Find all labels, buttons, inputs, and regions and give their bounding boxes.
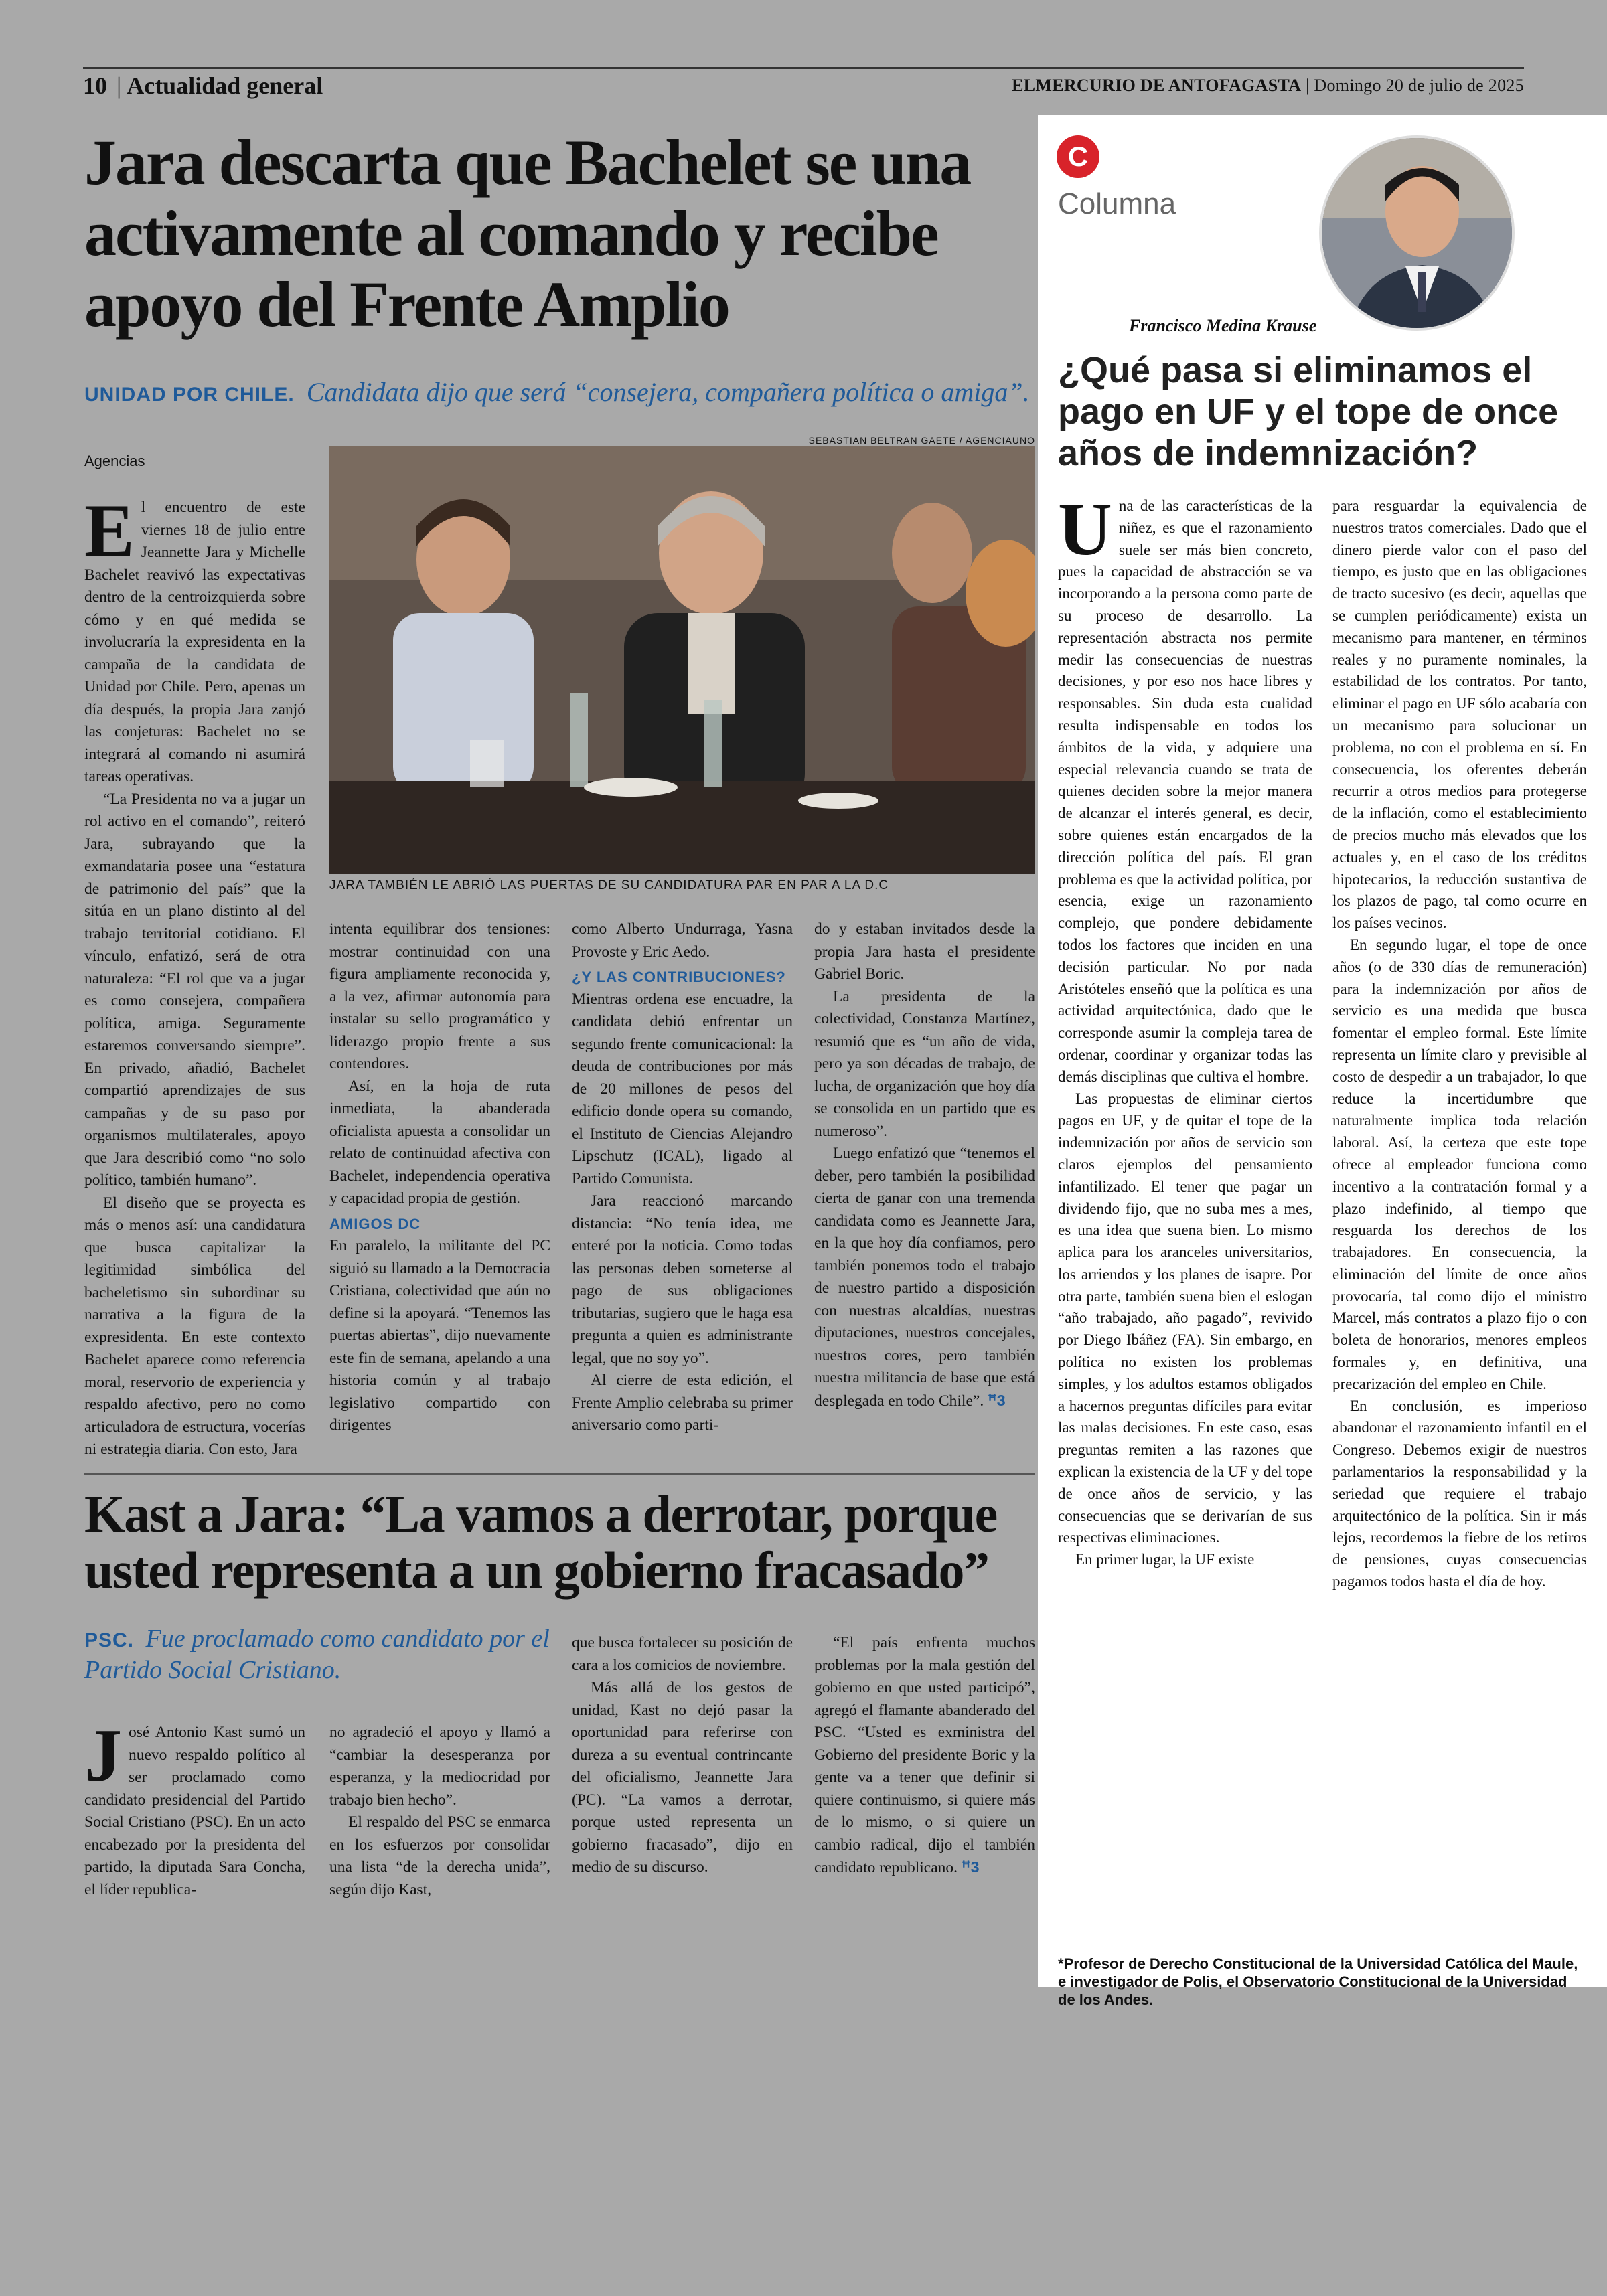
- paragraph: El diseño que se proyecta es más o menos así: una candidatura que busca capitalizar la legitimidad simbólica del bacheletismo sin subordinar su narrativa a la figura de la expresidenta. En este contexto Bachelet aparece como referencia moral, reservorio de experiencia y respaldo afectivo, pero no como articuladora de estructura, vocerías ni estrategia diaria. Con esto, Jara: [84, 1194, 305, 1458]
- photo-illustration: [329, 446, 1035, 874]
- paragraph: para resguardar la equivalencia de nuestros tratos comerciales. Dado que el dinero pierde valor con el paso del tiempo, es justo que en las obligaciones de tracto sucesivo (es decir, aquellas que se cumplen periódicamente) exista un mecanismo para mantener, en términos reales y no puramente nominales, la estabilidad de los contratos. Por tanto, eliminar el pago en UF sólo acabaría con un mecanismo para solucionar un problema, no con el problema en sí. En consecuencia, los oferentes deberán recurrir a otros medios para protegerse de la inflación, como el establecimiento de precios mucho más elevados que los actuales y, en el caso de los créditos hipotecarios, la reducción sustantiva de los plazos de pago, tal como ocurre en los países vecinos.: [1332, 497, 1587, 932]
- paragraph: Una de las características de la niñez, es que el razonamiento suele ser más bien concreto, pues la capacidad de abstracción se va incorporando a la persona como parte de su proceso de desarrollo. La representación abstracta nos permite medir las consecuencias de nuestras decisiones, y por eso nos hace libres y responsables. Sin duda esta cualidad resulta indispensable en todos los ámbitos de la vida, y adquiere una especial relevancia cuando se trata de quienes deciden sobre la mejor manera de alcanzar el interés general, es decir, sobre quienes están encargados de la dirección política del país. El gran problema es que la actividad política, por esencia, exige un razonamiento complejo, que pondere debidamente todos los factores que inciden en una decisión particular. No por nada Aristóteles enseñó que la política es una actividad arquitectónica, dado que le corresponde asumir la compleja tarea de ordenar, coordinar y organizar todas las demás disciplinas que cultiva el hombre.: [1058, 488, 1313, 1085]
- kicker-text: Candidata dijo que será “consejera, compañera política o amiga”.: [306, 377, 1030, 407]
- article-kicker: [84, 376, 1049, 408]
- article-column-2: [329, 1722, 550, 1901]
- paragraph: El encuentro de este viernes 18 de julio entre Jeannette Jara y Michelle Bachelet reavivó las expectativas dentro de la centroizquierda sobre cómo y en qué medida se involucraría la expresidenta en la campaña de la candidata de Unidad por Chile. Pero, apenas un día después, la propia Jara zanjó las conjeturas: Bachelet no se integrará al comando ni asumirá tareas operativas.: [84, 489, 305, 785]
- column-text-2: [1332, 495, 1587, 1593]
- paragraph: “El país enfrenta muchos problemas por la mala gestión del gobierno en que usted participó”, agregó el flamante abanderado del PSC. “Usted es exministra del Gobierno del presidente Boric y la gente va a tener que definir si quiere continuismo, si quiere más de lo mismo, o si quiere un cambio radical, dijo el también candidato republicano. ꟸ3: [814, 1634, 1035, 1876]
- newspaper-date: ELMERCURIO DE ANTOFAGASTA | Domingo 20 de julio de 2025: [1012, 76, 1524, 95]
- paragraph: José Antonio Kast sumó un nuevo respaldo político al ser proclamado como candidato presidencial del Partido Social Cristiano (PSC). En un acto encabezado por la presidenta del partido, la diputada Sara Concha, el líder republica-: [84, 1714, 305, 1898]
- column-text-1: [1058, 488, 1313, 1571]
- opinion-column: [1038, 115, 1607, 2008]
- end-mark: ꟸ3: [988, 1391, 1006, 1409]
- page-header: [83, 67, 1524, 99]
- drop-cap: E: [84, 489, 135, 572]
- paragraph: Así, en la hoja de ruta inmediata, la abanderada oficialista apuesta a consolidar un relato de continuidad afectiva con Bachelet, independencia operativa y capacidad propia de gestión.: [329, 1077, 550, 1207]
- byline: Agencias: [84, 453, 145, 469]
- column-badge: C: [1057, 135, 1099, 178]
- paragraph: Al cierre de esta edición, el Frente Amplio celebraba su primer aniversario como parti-: [572, 1372, 793, 1434]
- drop-cap: J: [84, 1714, 122, 1797]
- paragraph: no agradeció el apoyo y llamó a “cambiar la desesperanza por esperanza, y la mediocridad por trabajo bien hecho”.: [329, 1724, 550, 1809]
- article-column-4: [814, 1632, 1035, 1880]
- author-footnote: *Profesor de Derecho Constitucional de la Universidad Católica del Maule, e investigador de Polis, el Observatorio Constitucional de la Universidad de los Andes.: [1058, 1955, 1578, 2008]
- article-column-1: [84, 489, 305, 1461]
- article-headline: Kast a Jara: “La vamos a derrotar, porque usted representa a un gobierno fracasado”: [84, 1485, 997, 1599]
- kicker-tag: PSC.: [84, 1629, 135, 1651]
- subheading: AMIGOS DC: [329, 1215, 421, 1232]
- portrait-illustration: [1322, 138, 1515, 331]
- drop-cap: U: [1058, 488, 1112, 571]
- paragraph: “La Presidenta no va a jugar un rol activo en el comando”, reiteró Jara, subrayando que la exmandataria posee una “estatura de patrimonio del país” que la sitúa en un plano distinto al del trabajo territorial cotidiano. El vínculo, enfatizó, será de otra naturaleza: “El rol que va a jugar es como consejera, compañera política, amiga. Seguramente estaremos conversando siempre”. En privado, añadió, Bachelet compartió aprendizajes de sus campañas y de su paso por organismos multilaterales, apoyo que Jara describió como “no solo político, también humano”.: [84, 790, 305, 1189]
- article-kicker: [84, 1624, 553, 1685]
- subheading: ¿Y LAS CONTRIBUCIONES?: [572, 969, 786, 985]
- issue-date: Domingo 20 de julio de 2025: [1314, 76, 1524, 95]
- paragraph: intenta equilibrar dos tensiones: mostrar continuidad con una figura ampliamente reconocida y, a la vez, afirmar autonomía para instalar su sello programático y liderazgo propio frente a sus contendores.: [329, 920, 550, 1072]
- article-column-3: [572, 1632, 793, 1879]
- photo-credit: SEBASTIAN BELTRAN GAETE / AGENCIAUNO: [808, 435, 1035, 446]
- article-column-3: [572, 918, 793, 1437]
- article-column-2: [329, 918, 550, 1437]
- paragraph: Mientras ordena ese encuadre, la candidata debió enfrentar un segundo frente comunicacional: la deuda de contribuciones por más de 20 millones de pesos del edificio donde opera su comando, el Instituto de Ciencias Alejandro Lipschutz (ICAL), ligado al Partido Comunista.: [572, 990, 793, 1187]
- column-title: ¿Qué pasa si eliminamos el pago en UF y el tope de once años de indemnización?: [1058, 350, 1559, 473]
- article-headline: Jara descarta que Bachelet se una activamente al comando y recibe apoyo del Frente Amplio: [84, 127, 971, 340]
- kicker-tag: UNIDAD POR CHILE.: [84, 384, 295, 406]
- column-label: Columna: [1058, 187, 1176, 220]
- section-label: 10 | Actualidad general: [83, 72, 323, 99]
- paragraph: El respaldo del PSC se enmarca en los esfuerzos por consolidar una lista “de la derecha unida”, según dijo Kast,: [329, 1813, 550, 1898]
- end-mark: ꟸ3: [961, 1858, 980, 1876]
- photo-caption: JARA TAMBIÉN LE ABRIÓ LAS PUERTAS DE SU CANDIDATURA PAR EN PAR A LA D.C: [329, 878, 889, 892]
- paragraph: Más allá de los gestos de unidad, Kast no dejó pasar la oportunidad para referirse con dureza a su eventual contrincante del oficialismo, Jeannette Jara (PC). “La vamos a derrotar, porque usted representa un gobierno fracasado”, dijo en medio de su discurso.: [572, 1679, 793, 1876]
- author-portrait: [1319, 135, 1515, 331]
- article-column-1: [84, 1714, 305, 1901]
- paragraph: Jara reaccionó marcando distancia: “No tenía idea, me enteré por la noticia. Como todas las personas deben someterse al pago de sus obligaciones tributarias, sugiero que le haga esa pregunta a quien es administrante legal, que no soy yo”.: [572, 1192, 793, 1367]
- paragraph: En conclusión, es imperioso abandonar el razonamiento infantil en el Congreso. Debemos exigir de nuestros parlamentarios la responsabilidad y la seriedad que requiere el trabajo arquitectónico de la política. Sin ir más lejos, recordemos la fiebre de los retiros de pensiones, cuyas consecuencias pagamos todos hasta el día de hoy.: [1332, 1397, 1587, 1590]
- paragraph: En paralelo, la militante del PC siguió su llamado a la Democracia Cristiana, colectividad que aún no define si la apoyará. “Tenemos las puertas abiertas”, dijo nuevamente este fin de semana, apelando a una historia común y al trabajo legislativo compartido con dirigentes: [329, 1237, 550, 1434]
- article-divider: [84, 1473, 1035, 1475]
- paragraph: En segundo lugar, el tope de once años (o de 330 días de remuneración) para la indemnización por años de servicio es una medida que busca fomentar el empleo formal. Este límite representa un límite claro y previsible al costo de despedir a un trabajador, lo que reduce la incertidumbre que naturalmente implica toda relación laboral. Así, la certeza que este tope ofrece al empleador funciona como incentivo a la contratación formal y a plazo indefinido, al tiempo que resguarda los derechos de los trabajadores. En consecuencia, la eliminación del límite de once años provocaría, tal como dijo el ministro Marcel, más contratos a plazo fijo o con boleta de honorarios, menores empleos formales y, en definitiva, una precarización del empleo en Chile.: [1332, 936, 1587, 1392]
- paragraph: Las propuestas de eliminar ciertos pagos en UF, y de quitar el tope de la indemnización por años de servicio son claros ejemplos del pensamiento infantilizado. El tener que pagar un dividendo fijo, que no suba mes a mes, es una idea que suena bien. Lo mismo aplica para los aranceles universitarios, los arriendos y los planes de isapre. Por otra parte, también suena bien el eslogan “año trabajado, año pagado”, revivido por Diego Ibáñez (FA). Sin embargo, en política no existen los problemas simples, y los adultos estamos obligados a hacernos preguntas difíciles para evitar las malas decisiones. En este caso, esas preguntas remiten a las razones que explican la existencia de la UF y del tope de once años de servicio, y las consecuencias que se derivarían de sus respectivas eliminaciones.: [1058, 1090, 1312, 1546]
- kicker-text: Fue proclamado como candidato por el Partido Social Cristiano.: [84, 1625, 550, 1684]
- paragraph: En primer lugar, la UF existe: [1075, 1551, 1255, 1568]
- paragraph: que busca fortalecer su posición de cara a los comicios de noviembre.: [572, 1634, 793, 1674]
- page-number: 10: [83, 72, 107, 99]
- paragraph: do y estaban invitados desde la propia Jara hasta el presidente Gabriel Boric.: [814, 920, 1035, 983]
- paragraph: La presidenta de la colectividad, Constanza Martínez, resumió que es “un año de vida, pero ya son décadas de trabajo, de lucha, de organización que hoy día se consolida en un partido que es numeroso”.: [814, 987, 1035, 1140]
- paragraph: como Alberto Undurraga, Yasna Provoste y Eric Aedo.: [572, 920, 793, 961]
- paragraph: Luego enfatizó que “tenemos el deber, pero también la posibilidad cierta de ganar con una tremenda candidata como es Jeannette Jara, en la que hoy día confiamos, pero también ponemos todo el trabajo de nuestro partido a disposición con nuestras alcaldías, nuestras diputaciones, nuestros concejales, nuestros cores, pero también nuestra militancia de base que está desplegada en todo Chile”. ꟸ3: [814, 1145, 1035, 1410]
- article-photo: [329, 446, 1035, 874]
- newspaper-name: ELMERCURIO DE ANTOFAGASTA: [1012, 76, 1302, 95]
- article-column-4: [814, 918, 1035, 1412]
- section-name: Actualidad general: [127, 72, 323, 99]
- author-name: Francisco Medina Krause: [1129, 316, 1317, 335]
